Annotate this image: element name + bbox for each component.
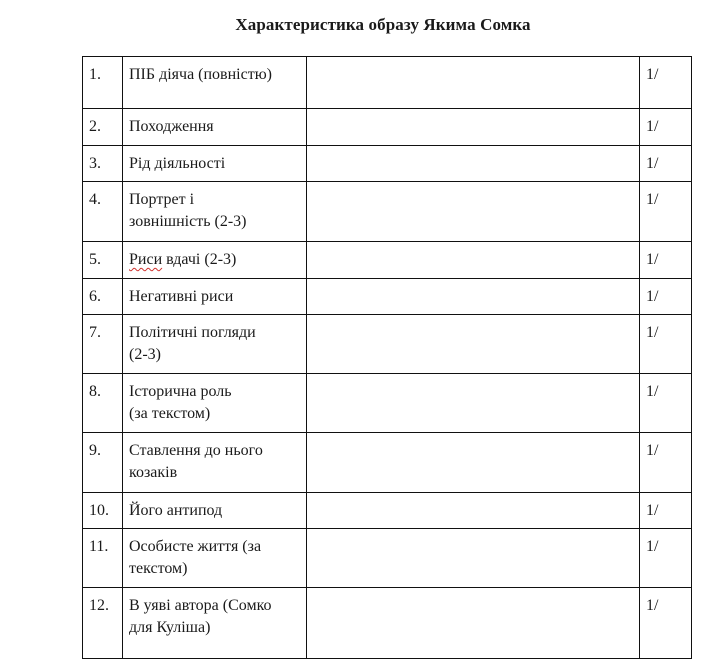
row-number: 3.	[83, 146, 123, 182]
score-cell: 1/	[640, 433, 692, 493]
row-label-line: (2-3)	[129, 346, 161, 363]
row-label	[123, 588, 307, 659]
row-label-line: для Куліша)	[129, 619, 211, 636]
score-cell: 1/	[640, 279, 692, 315]
row-label	[123, 529, 307, 588]
row-label-line: (за текстом)	[129, 405, 211, 422]
answer-cell[interactable]	[307, 279, 640, 315]
row-number: 10.	[83, 493, 123, 529]
characteristics-table	[82, 56, 692, 659]
row-number: 6.	[83, 279, 123, 315]
row-label-line: Негативні риси	[129, 288, 234, 305]
row-label	[123, 182, 307, 242]
row-label-line: Його антипод	[129, 502, 223, 519]
answer-cell[interactable]	[307, 529, 640, 588]
table-row	[83, 374, 692, 433]
score-cell: 1/	[640, 57, 692, 109]
score-cell: 1/	[640, 588, 692, 659]
score-cell: 1/	[640, 182, 692, 242]
row-label-line: Риси вдачі (2-3)	[129, 251, 237, 268]
table-row	[83, 433, 692, 493]
row-label-line: Особисте життя (за	[129, 538, 262, 555]
table-row	[83, 182, 692, 242]
table-row	[83, 242, 692, 279]
row-label-line: Ставлення до нього	[129, 442, 263, 459]
row-label-line: Історична роль	[129, 383, 232, 400]
row-label	[123, 146, 307, 182]
row-label	[123, 315, 307, 374]
row-label-line: В уяві автора (Сомко	[129, 597, 272, 614]
answer-cell[interactable]	[307, 493, 640, 529]
table-row	[83, 146, 692, 182]
row-label	[123, 433, 307, 493]
row-label-line: Портрет і	[129, 191, 195, 208]
row-number: 7.	[83, 315, 123, 374]
row-label	[123, 279, 307, 315]
score-cell: 1/	[640, 529, 692, 588]
score-cell: 1/	[640, 146, 692, 182]
row-number: 12.	[83, 588, 123, 659]
row-label	[123, 57, 307, 109]
row-label-line: ПІБ діяча (повністю)	[129, 66, 272, 83]
score-cell: 1/	[640, 374, 692, 433]
row-label-line: козаків	[129, 464, 178, 481]
score-cell: 1/	[640, 109, 692, 146]
table-row	[83, 588, 692, 659]
answer-cell[interactable]	[307, 374, 640, 433]
score-cell: 1/	[640, 242, 692, 279]
table-row	[83, 109, 692, 146]
row-label-line: Політичні погляди	[129, 324, 256, 341]
table-row	[83, 57, 692, 109]
row-label	[123, 242, 307, 279]
row-number: 1.	[83, 57, 123, 109]
row-label-line: Походження	[129, 118, 214, 135]
row-number: 5.	[83, 242, 123, 279]
row-label-line: Рід діяльності	[129, 155, 226, 172]
row-label	[123, 493, 307, 529]
score-cell: 1/	[640, 493, 692, 529]
row-number: 9.	[83, 433, 123, 493]
answer-cell[interactable]	[307, 57, 640, 109]
row-number: 8.	[83, 374, 123, 433]
answer-cell[interactable]	[307, 242, 640, 279]
table-row	[83, 493, 692, 529]
document-title: Характеристика образу Якима Сомка	[235, 15, 531, 34]
row-number: 11.	[83, 529, 123, 588]
answer-cell[interactable]	[307, 588, 640, 659]
row-label	[123, 374, 307, 433]
row-label-line: текстом)	[129, 560, 188, 577]
table-row	[83, 529, 692, 588]
row-label	[123, 109, 307, 146]
answer-cell[interactable]	[307, 315, 640, 374]
row-label-line: зовнішність (2-3)	[129, 213, 247, 230]
table-row	[83, 279, 692, 315]
answer-cell[interactable]	[307, 182, 640, 242]
row-number: 4.	[83, 182, 123, 242]
answer-cell[interactable]	[307, 109, 640, 146]
score-cell: 1/	[640, 315, 692, 374]
answer-cell[interactable]	[307, 146, 640, 182]
table-row	[83, 315, 692, 374]
row-number: 2.	[83, 109, 123, 146]
answer-cell[interactable]	[307, 433, 640, 493]
